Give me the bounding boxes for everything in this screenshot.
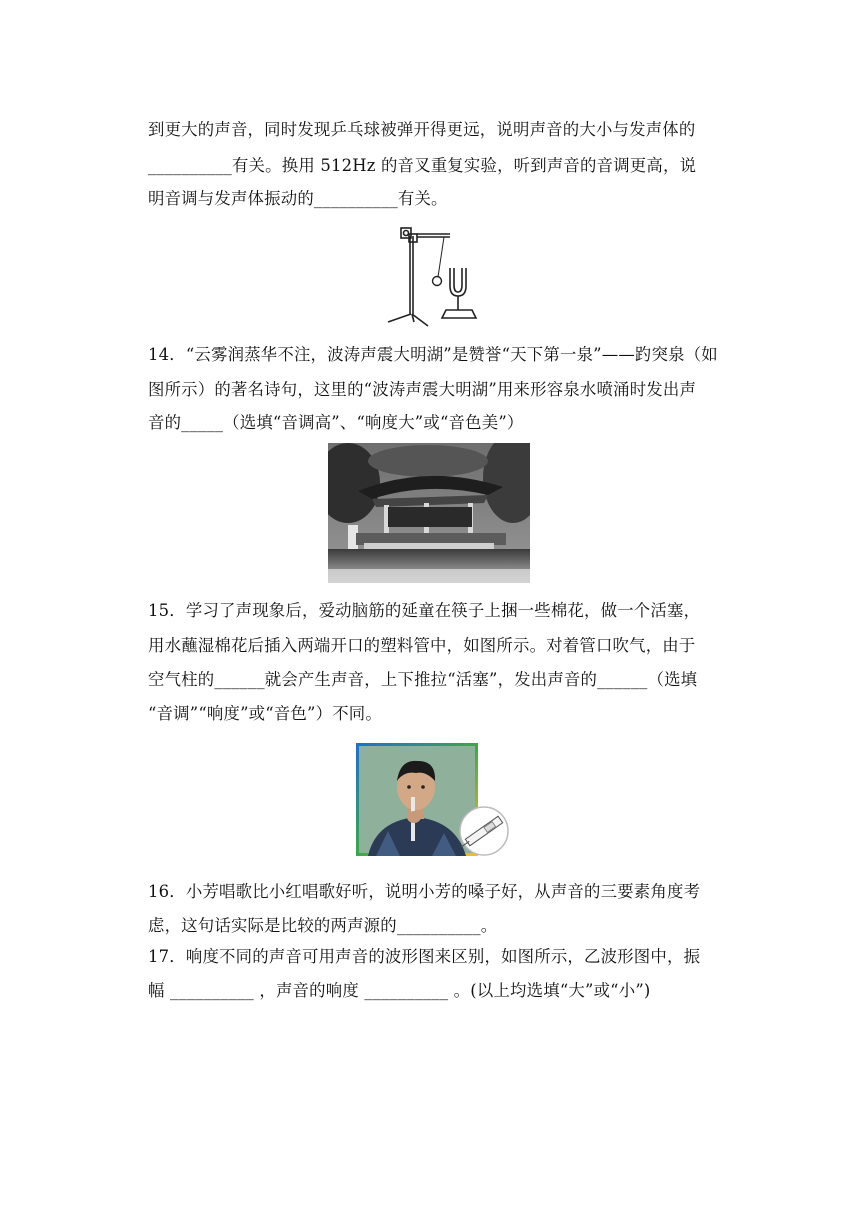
tuning-fork-figure [384, 222, 484, 328]
q13-line-3: 明音调与发声体振动的__________有关。 [148, 189, 448, 208]
q16-line-2: 虑，这句话实际是比较的两声源的__________。 [148, 916, 498, 935]
q15-line-3: 空气柱的______就会产生声音，上下推拉“活塞”，发出声音的______（选填 [148, 670, 698, 689]
q15-line-2: 用水蘸湿棉花后插入两端开口的塑料管中，如图所示。对着管口吹气，由于 [148, 636, 696, 655]
q15-line-1: 15．学习了声现象后，爱动脑筋的延童在筷子上捆一些棉花，做一个活塞， [148, 601, 701, 620]
baotu-spring-photo [328, 443, 530, 583]
q16-line-1: 16．小芳唱歌比小红唱歌好听，说明小芳的嗓子好，从声音的三要素角度考 [148, 882, 701, 901]
q14-line-3: 音的_____（选填“音调高”、“响度大”或“音色美”） [148, 413, 524, 432]
q13-line-1: 到更大的声音，同时发现乒乓球被弹开得更远，说明声音的大小与发声体的 [148, 120, 696, 139]
q17-line-1: 17．响度不同的声音可用声音的波形图来区别，如图所示，乙波形图中，振 [148, 947, 701, 966]
q14-line-2: 图所示）的著名诗句，这里的“波涛声震大明湖”用来形容泉水喷涌时发出声 [148, 380, 697, 399]
q14-line-1: 14．“云雾润蒸华不注，波涛声震大明湖”是赞誉“天下第一泉”——趵突泉（如 [148, 345, 718, 364]
q17-line-2: 幅 __________ ，声音的响度 __________ 。(以上均选填“大”或“小”) [148, 981, 651, 1000]
q15-line-4: “音调”“响度”或“音色”）不同。 [148, 704, 382, 723]
q13-line-2: __________有关。换用 512Hz 的音叉重复实验，听到声音的音调更高，说 [148, 156, 697, 175]
boy-blowing-tube-photo [356, 743, 516, 856]
